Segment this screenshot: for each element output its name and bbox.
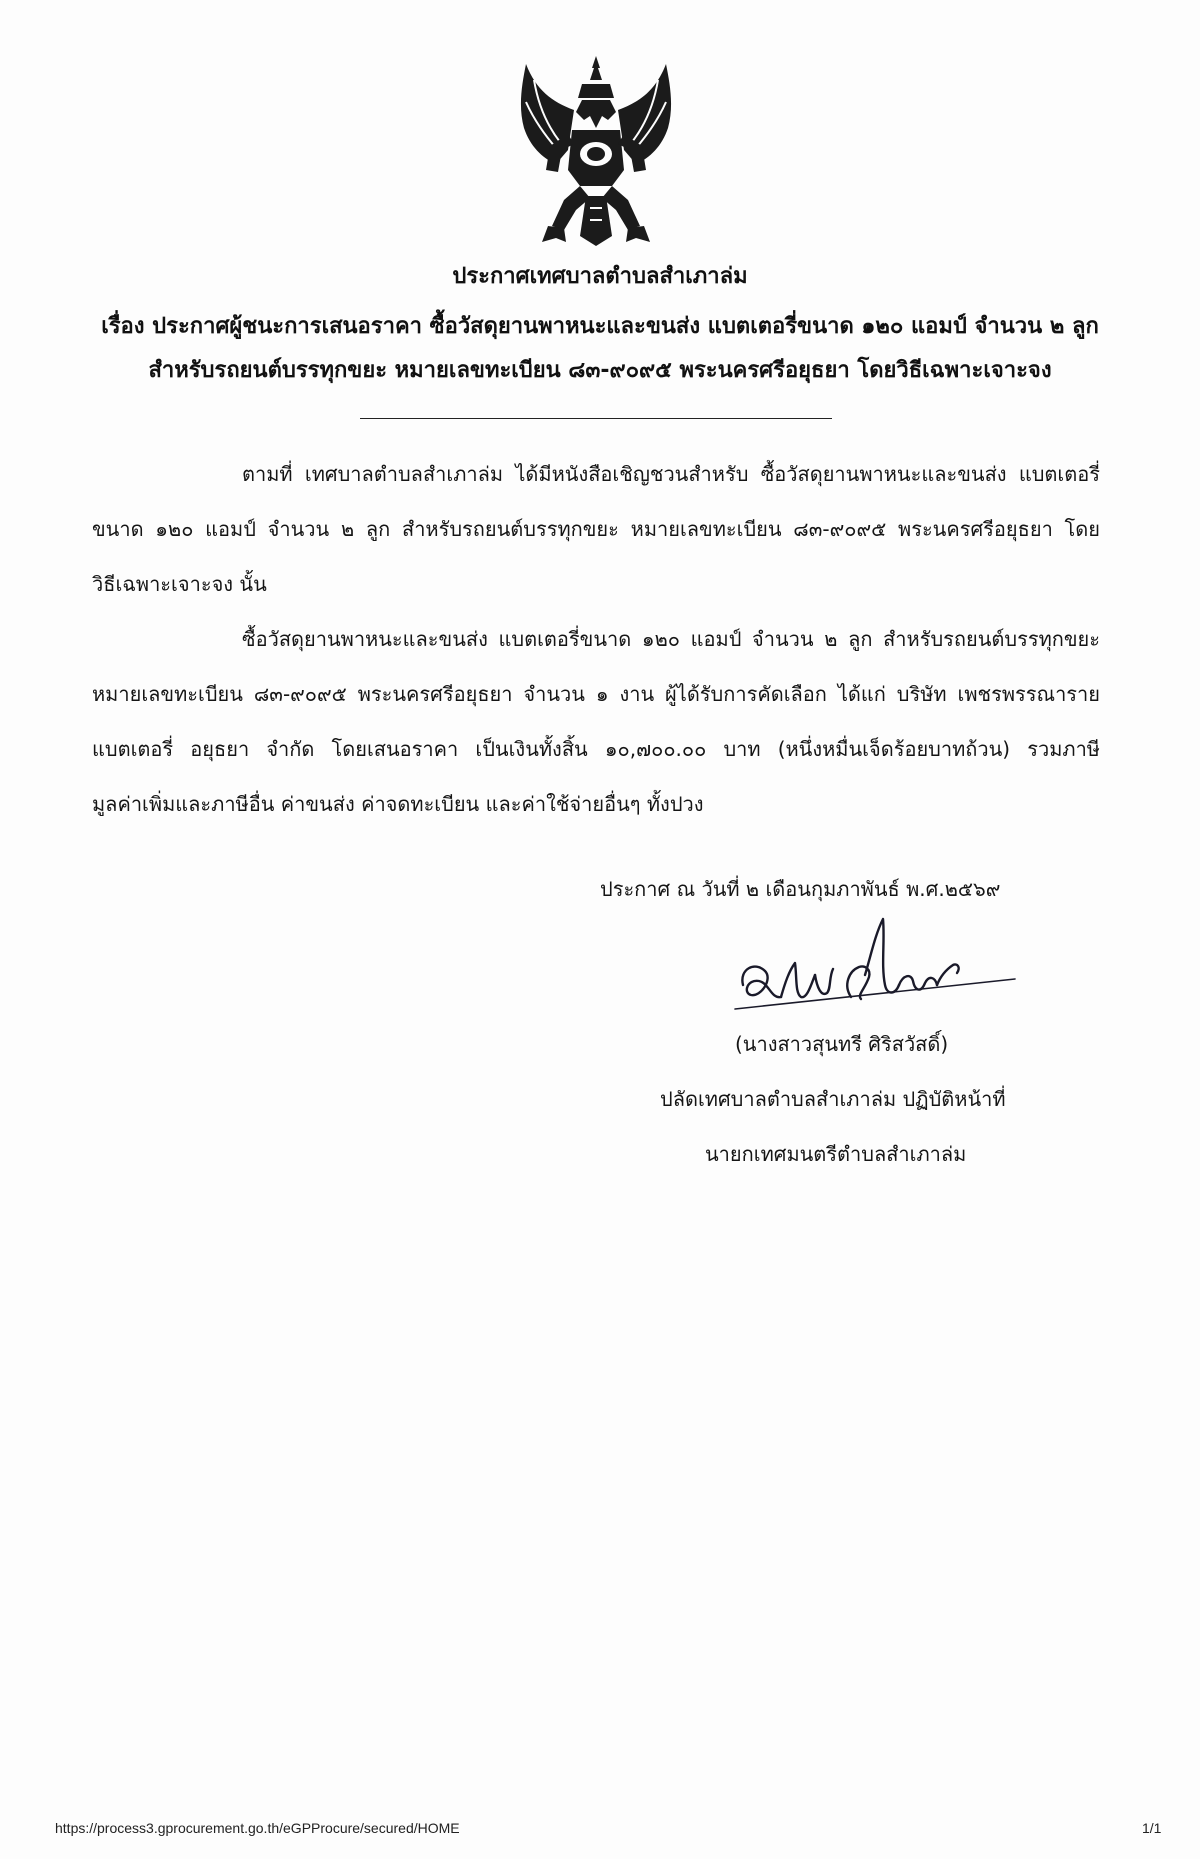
para2-line-1: ซื้อวัสดุยานพาหนะและขนส่ง แบตเตอรี่ขนาด ๑๒๐ แอมป์ จำนวน ๒ ลูก สำหรับรถยนต์บรรทุกขยะ [242,627,1100,651]
para2-line-4: มูลค่าเพิ่มและภาษีอื่น ค่าขนส่ง ค่าจดทะเบียน และค่าใช้จ่ายอื่นๆ ทั้งปวง [92,792,704,816]
para2-line-2: หมายเลขทะเบียน ๘๓-๙๐๙๕ พระนครศรีอยุธยา จำนวน ๑ งาน ผู้ได้รับการคัดเลือก ได้แก่ บริษัท เพชรพรรณาราย [92,682,1100,706]
announcement-title: ประกาศเทศบาลตำบลสำเภาล่ม [452,264,748,289]
para1-line-2: ขนาด ๑๒๐ แอมป์ จำนวน ๒ ลูก สำหรับรถยนต์บรรทุกขยะ หมายเลขทะเบียน ๘๓-๙๐๙๕ พระนครศรีอยุธยา โดย [92,517,1100,541]
subject-line-2: สำหรับรถยนต์บรรทุกขยะ หมายเลขทะเบียน ๘๓-๙๐๙๕ พระนครศรีอยุธยา โดยวิธีเฉพาะเจาะจง [148,358,1052,383]
footer-page-number: 1/1 [1142,1820,1162,1836]
signer-position-line-2: นายกเทศมนตรีตำบลสำเภาล่ม [705,1142,967,1166]
signer-name: (นางสาวสุนทรี ศิริสวัสดิ์) [735,1032,949,1056]
para2-line-3: แบตเตอรี่ อยุธยา จำกัด โดยเสนอราคา เป็นเงินทั้งสิ้น ๑๐,๗๐๐.๐๐ บาท (หนึ่งหมื่นเจ็ดร้อยบาทถ้วน) รวมภาษี [92,737,1100,761]
announce-date: ประกาศ ณ วันที่ ๒ เดือนกุมภาพันธ์ พ.ศ.๒๕๖๙ [600,877,1001,901]
subject-line-1: เรื่อง ประกาศผู้ชนะการเสนอราคา ซื้อวัสดุยานพาหนะและขนส่ง แบตเตอรี่ขนาด ๑๒๐ แอมป์ จำนวน ๒ ลูก [101,314,1099,339]
para1-line-1: ตามที่ เทศบาลตำบลสำเภาล่ม ได้มีหนังสือเชิญชวนสำหรับ ซื้อวัสดุยานพาหนะและขนส่ง แบตเตอรี่ [242,462,1100,486]
garuda-emblem-icon [512,50,680,250]
footer-url: https://process3.gprocurement.go.th/eGPProcure/secured/HOME [55,1820,460,1836]
handwritten-signature [725,905,1025,1025]
para1-line-3: วิธีเฉพาะเจาะจง นั้น [92,572,267,596]
signer-position-line-1: ปลัดเทศบาลตำบลสำเภาล่ม ปฏิบัติหน้าที่ [660,1087,1006,1111]
heading-divider [360,418,832,419]
